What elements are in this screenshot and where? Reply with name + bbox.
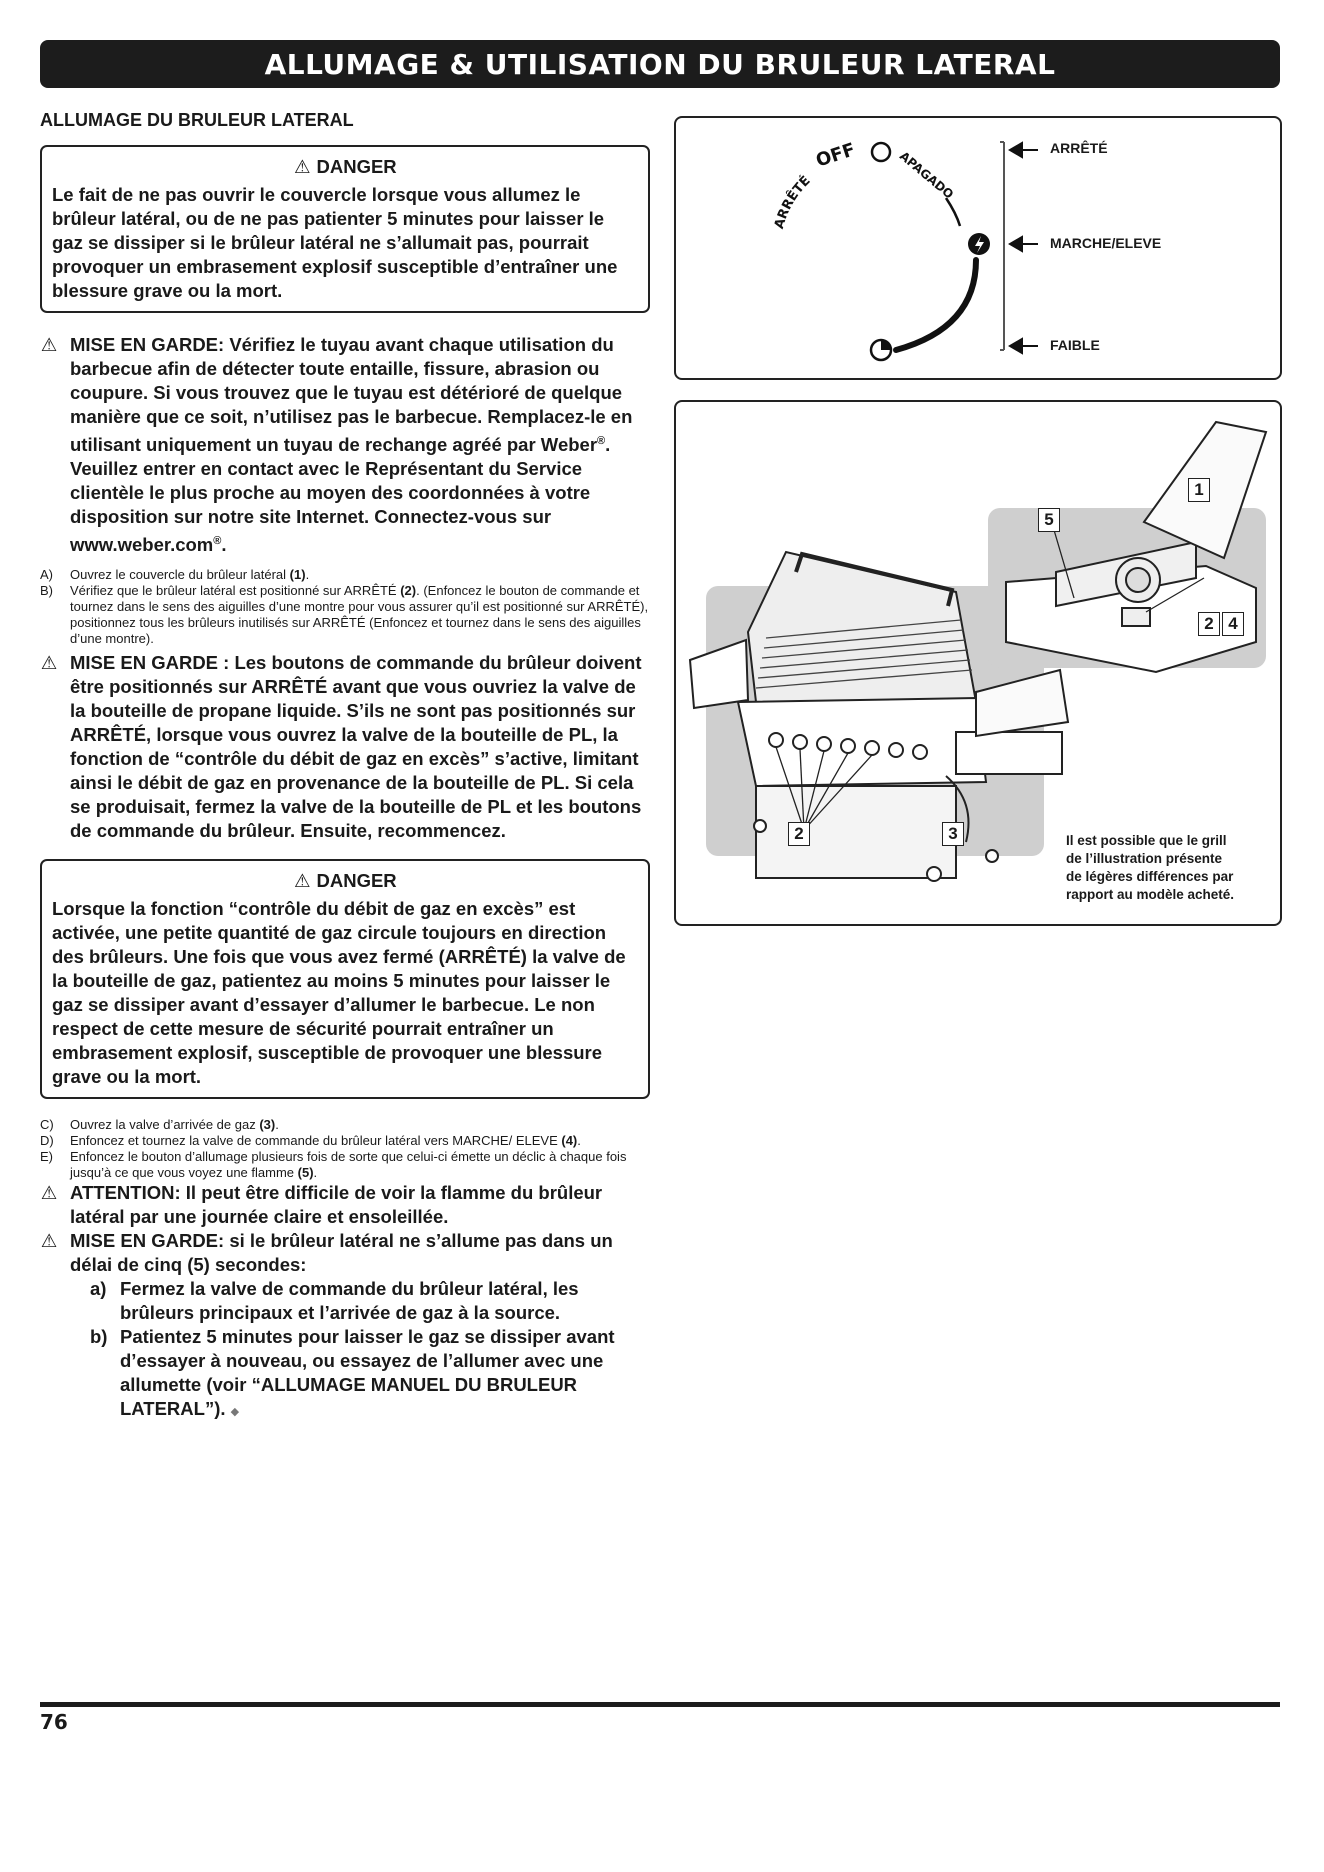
callout-3: 3: [942, 822, 964, 846]
warning-triangle-icon: ⚠: [40, 1182, 58, 1204]
burner-dial-diagram: [676, 118, 1280, 378]
substep-a: a) Fermez la valve de commande du brûleur latéral, les brûleurs principaux et l’arrivée de gaz à la source.: [90, 1278, 579, 1324]
warning-hose: ⚠ MISE EN GARDE: Vérifiez le tuyau avant chaque utilisation du barbecue afin de détecter toute entaille, fissure, abrasion ou coupure. Si vous trouvez que le tuyau est détérioré de quelque manière que ce soit, n’utilisez pas le barbecue. Remplacez-le en utilisant uniquement un tuyau de rechange agréé par Weber®. Veuillez entrer en contact avec le Représentant du Service clientèle le plus proche au moyen des coordonnées à votre disposition sur notre site Internet. Connectez-vous sur www.weber.com®.: [40, 334, 633, 556]
svg-text:ARRÊTÉ: [772, 173, 814, 231]
page-title: ALLUMAGE & UTILISATION DU BRULEUR LATERAL: [40, 40, 1280, 88]
off-position-icon: [872, 143, 890, 161]
warning-triangle-icon: ⚠: [40, 652, 58, 674]
legend-marche-eleve: MARCHE/ELEVE: [1050, 235, 1162, 251]
end-mark-icon: ◆: [230, 1406, 240, 1419]
substep-b: b) Patientez 5 minutes pour laisser le gaz se dissiper avant d’essayer à nouveau, ou essayez de l’allumer avec une allumette (voir “ALLUMAGE MANUEL DU BRULEUR LATERAL”). ◆: [90, 1326, 615, 1420]
warning-triangle-icon: ⚠: [40, 334, 58, 355]
callout-2-main: 2: [788, 822, 810, 846]
dial-figure: [674, 116, 1282, 380]
arc-label-apagado: APAGADO: [896, 148, 957, 202]
warning-no-ignition: ⚠ MISE EN GARDE: si le brûleur latéral ne s’allume pas dans un délai de cinq (5) secondes:: [40, 1230, 613, 1276]
callout-1: 1: [1188, 478, 1210, 502]
callout-5: 5: [1038, 508, 1060, 532]
legend-arrete: ARRÊTÉ: [1050, 140, 1108, 156]
arc-label-arrete: ARRÊTÉ: [771, 173, 814, 231]
step-b: B) Vérifiez que le brûleur latéral est positionné sur ARRÊTÉ (2). (Enfoncez le bouton de commande et tournez dans le sens des aiguilles d’une montre pour vous assurer qu’il est positionné sur ARRÊTÉ), positionnez tous les brûleurs inutilisés sur ARRÊTÉ (Enfoncez et tournez dans le sens des aiguilles d’une montre).: [40, 583, 649, 647]
warning-triangle-icon: ⚠: [40, 1230, 58, 1252]
footer-rule: [40, 1702, 1280, 1707]
danger-box-1: [40, 145, 650, 313]
illustration-disclaimer: Il est possible que le grill de l’illustration présente de légères différences par rapport au modèle acheté.: [1066, 833, 1235, 902]
step-d: D) Enfoncez et tournez la valve de commande du brûleur latéral vers MARCHE/ ELEVE (4).: [40, 1133, 581, 1149]
warning-triangle-icon: ⚠: [294, 870, 311, 892]
step-e: E) Enfoncez le bouton d’allumage plusieurs fois de sorte que celui-ci émette un déclic à chaque fois jusqu’à ce que vous voyez une flamme (5).: [40, 1149, 627, 1181]
attention-note: ⚠ ATTENTION: Il peut être difficile de voir la flamme du brûleur latéral par une journée claire et ensoleillée.: [40, 1182, 603, 1228]
danger-title: ⚠ DANGER: [294, 156, 397, 177]
warning-triangle-icon: ⚠: [294, 156, 311, 177]
section-heading: ALLUMAGE DU BRULEUR LATERAL: [40, 110, 354, 130]
callout-4: 4: [1222, 612, 1244, 636]
page-number: 76: [40, 1710, 68, 1734]
danger-box-2: [40, 859, 650, 1099]
step-c: C) Ouvrez la valve d’arrivée de gaz (3).: [40, 1117, 279, 1133]
warning-control-knobs: ⚠ MISE EN GARDE : Les boutons de commande du brûleur doivent être positionnés sur ARRÊTÉ avant que vous ouvriez la valve de la bouteille de propane liquide. S’ils ne sont pas positionnés sur ARRÊTÉ, lorsque vous ouvrez la valve de la bouteille de PL, la fonction de “contrôle du débit de gaz en excès” s’active, limitant ainsi le débit de gaz en provenance de la bouteille de PL. Si cela se produisait, fermez la valve de la bouteille de PL et les boutons de commande du brûleur. Ensuite, recommencez.: [40, 652, 642, 842]
legend-faible: FAIBLE: [1050, 337, 1100, 353]
arc-label-off: OFF: [813, 139, 858, 172]
danger-title: ⚠ DANGER: [294, 870, 397, 892]
callout-2-side: 2: [1198, 612, 1220, 636]
grill-figure: [674, 400, 1282, 926]
danger-text: Le fait de ne pas ouvrir le couvercle lorsque vous allumez le brûleur latéral, ou de ne pas patienter 5 minutes pour laisser le gaz se dissiper si le brûleur latéral ne s’allumait pas, pourrait provoquer un embrasement explosif susceptible d’entraîner une blessure grave ou la mort.: [52, 184, 618, 301]
step-a: A) Ouvrez le couvercle du brûleur latéral (1).: [40, 567, 310, 583]
instructions-column: [40, 110, 650, 1424]
danger-text: Lorsque la fonction “contrôle du débit de gaz en excès” est activée, une petite quantité de gaz circule toujours en direction des brûleurs. Une fois que vous avez fermé (ARRÊTÉ) la valve de la bouteille de gaz, patientez au moins 5 minutes pour laisser le gaz se dissiper avant d’essayer d’allumer le barbecue. Le non respect de cette mesure de sécurité pourrait entraîner un embrasement explosif, susceptible de provoquer une blessure grave ou la mort.: [52, 898, 626, 1088]
